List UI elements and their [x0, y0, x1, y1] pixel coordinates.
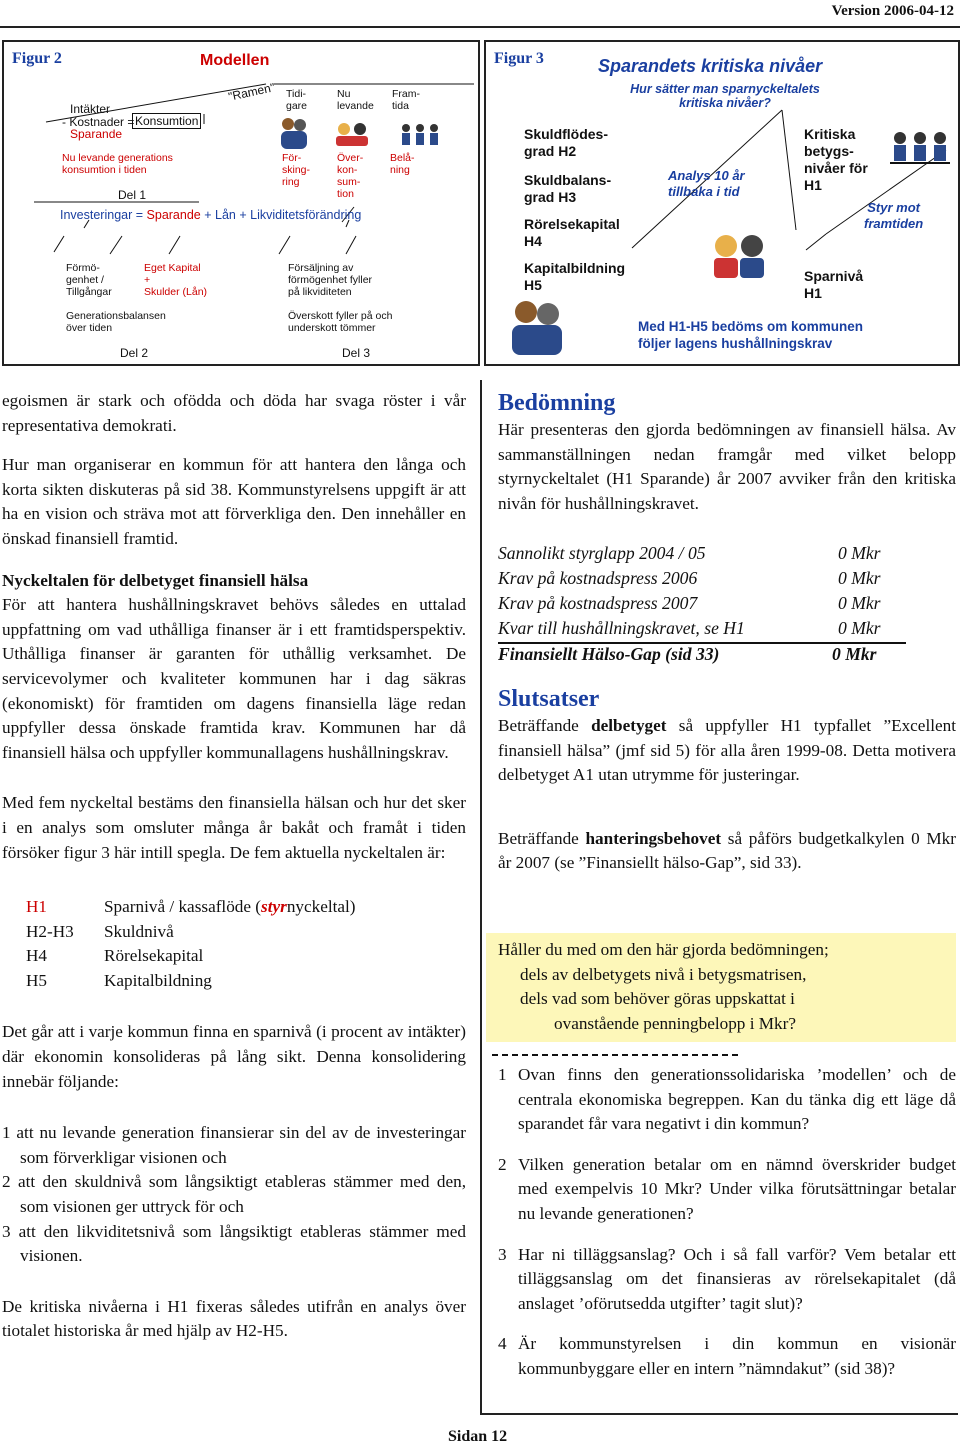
framtida: Fram- tida — [392, 88, 420, 112]
key-h5-value: Kapitalbildning — [104, 970, 212, 990]
key-h4: H4 — [26, 946, 48, 966]
key-h5: H5 — [26, 970, 48, 990]
ramen-label: "Ramen" — [227, 80, 277, 104]
h3-label: Skuldbalans- grad H3 — [524, 172, 612, 205]
key-h2-h3-value: Skuldnivå — [104, 921, 174, 941]
skulder: Skulder (Lån) — [144, 286, 208, 298]
left-paragraph-3: För att hantera hushållningskravet behövs således en uttalad uppfattning om vad uthålliga finanser är i ett framtidsperspektiv. Uthålliga finanser är garanten för uthållig verksamhet. De servicevolymer och kvaliteter kommunen har i dag säkras (ekonomiskt) för framtiden om dagens finansiella läge redan uppfyller dessa önskade framtida krav. Kommunen har då finansiell hälsa och uppfyller kommunallagens hushållningskrav. — [2, 595, 466, 762]
consolidation-item-3: 3 att den likviditetsnivå som långsiktigt etableras stämmer med visionen. — [2, 1221, 466, 1266]
kritiska-label: Kritiska betygs- nivåer för H1 — [804, 126, 868, 193]
key-row — [2, 969, 466, 994]
key-row — [2, 920, 466, 945]
forskingring: För- sking- ring — [282, 152, 311, 188]
highlight-line-2: dels av delbetygets nivå i betygsmatrisen, — [520, 964, 807, 984]
page-number: Sidan 12 — [448, 1428, 508, 1445]
key-list — [2, 895, 466, 993]
forsaljning: Försäljning av förmögenhet fyller på likviditeten — [288, 262, 373, 298]
tidigare: Tidi- gare — [286, 88, 308, 112]
table-row-1-value: 0 Mkr — [838, 543, 881, 563]
table-row-2-label: Krav på kostnadspress 2006 — [498, 568, 698, 588]
version-label: Version 2006-04-12 — [831, 3, 954, 19]
table-row-3-value: 0 Mkr — [838, 593, 881, 613]
konsumtion-i-tiden: konsumtion i tiden — [62, 164, 147, 176]
del-1: Del 1 — [118, 188, 147, 202]
bedomning-heading: Bedömning — [498, 390, 616, 416]
belaning: Belå- ning — [390, 152, 415, 176]
discussion-highlight-text — [498, 938, 948, 1036]
sparniva-label: Sparnivå H1 — [804, 268, 864, 301]
key-h2-h3: H2-H3 — [26, 921, 74, 941]
table-row-4-label: Kvar till hushållningskravet, se H1 — [498, 618, 745, 638]
eget-kapital: Eget Kapital — [144, 262, 201, 274]
left-paragraph-6: De kritiska nivåerna i H1 fixeras således utifrån en analys över tiotalet historiska år med hjälp av H2-H5. — [2, 1296, 466, 1341]
h4-label: Rörelsekapital H4 — [524, 216, 620, 249]
couple-figure — [708, 232, 770, 280]
bottom-rule — [480, 1413, 958, 1415]
styr-mot-framtiden: Styr mot framtiden — [864, 200, 924, 231]
table-row-4-value: 0 Mkr — [838, 618, 881, 638]
slutsatser-paragraph-1: Beträffande delbetyget så uppfyller H1 typfallet ”Excellent finansiell hälsa” (jmf sid 5) för alla åren 1999-08. Detta motivera delbetyget A1 utan utrymme för justeringar. — [498, 716, 956, 785]
del-2: Del 2 — [120, 346, 149, 360]
bedomning-paragraph: Här presenteras den gjorda bedömningen av finansiell hälsa. Av sammanställningen nedan framgår med vilket belopp styrnyckeltalet (H1 Sparande) år 2007 avviker från den kritiska nivån för hushållningskravet. — [498, 420, 956, 513]
nu-levande: Nu levande — [337, 88, 374, 112]
right-column — [498, 388, 956, 516]
konsumtion-box: Konsumtion — [132, 113, 201, 129]
key-row — [2, 944, 466, 969]
key-h1: H1 — [26, 897, 48, 917]
question-3: 3 Har ni tilläggsanslag? Och i så fall varför? Vem betalar ett tilläggsanslag om det finansieras av rörelsekapitalet (då anslaget ’oförutsedda utgifter’ tagit slut)? — [498, 1244, 956, 1313]
nu-levande-gen: Nu levande generations — [62, 152, 173, 164]
intakter: Intäkter — [70, 102, 111, 116]
investeringar-lan: + Lån + — [204, 208, 247, 222]
question-2: 2 Vilken generation betalar om en nämnd överskrider budget med exempelvis 10 Mkr? Under vilka förutsättningar betalar nu levande generationen? — [498, 1154, 956, 1223]
column-divider — [480, 380, 482, 1414]
h5-label: Kapitalbildning H5 — [524, 260, 626, 293]
slutsatser-block — [498, 684, 956, 876]
figure-2-title: Modellen — [200, 52, 270, 69]
sparande-red: Sparande — [70, 127, 123, 141]
left-paragraph-4: Med fem nyckeltal bestäms den finansiella hälsan och hur det sker i en analys som omsluter många år bakåt och framåt i tiden försöker figur 3 här intill spegla. De fem aktuella nyckeltalen är: — [2, 793, 466, 862]
table-row-2-value: 0 Mkr — [838, 568, 881, 588]
dashed-rule — [492, 1054, 738, 1056]
highlight-line-1: Håller du med om den här gjorda bedömningen; — [498, 940, 829, 959]
h2-label: Skuldflödes- grad H2 — [524, 126, 609, 159]
figure-3 — [484, 40, 960, 366]
consolidation-item-1: 1 att nu levande generation finansierar sin del av de investeringar som förverkligar visionen och — [2, 1123, 466, 1167]
left-paragraph-1: egoismen är stark och ofödda och döda har svaga röster i vår representativa demokrati. — [2, 391, 466, 435]
header-rule — [0, 26, 960, 28]
key-h4-value: Rörelsekapital — [104, 946, 204, 966]
question-1: 1 Ovan finns den generationssolidariska ’modellen’ och de centrala ekonomiska begreppen. Kan du tänka dig ett läge då sparandet får vara negativt i din kommun? — [498, 1065, 956, 1134]
total-label: Finansiellt Hälso-Gap (sid 33) — [498, 644, 720, 664]
analys-label: Analys 10 år tillbaka i tid — [668, 168, 745, 199]
nyckeltal-heading: Nyckeltalen för delbetyget finansiell hälsa — [2, 570, 309, 590]
plus-sign: + — [144, 274, 151, 286]
questions-list — [498, 1063, 956, 1382]
consolidation-item-2: 2 att den skuldnivå som långsiktigt etableras stämmer med den, som visionen ger uttryck för och — [2, 1172, 466, 1217]
del-3: Del 3 — [342, 346, 371, 360]
total-value: 0 Mkr — [832, 644, 877, 664]
table-row-3-label: Krav på kostnadspress 2007 — [498, 593, 698, 613]
young-couple-figure — [332, 120, 372, 148]
figure-2-label: Figur 2 — [12, 50, 62, 67]
overskott: Överskott fyller på och underskott tömmer — [288, 310, 393, 334]
children-sitting-figure — [888, 130, 952, 178]
table-row-1-label: Sannolikt styrglapp 2004 / 05 — [498, 543, 706, 563]
question-4: 4 Är kommunstyrelsen i din kommun en visionär kommunbyggare eller en intern ”nämndakut” (sid 38)? — [498, 1334, 956, 1378]
figure-2 — [2, 40, 480, 366]
likviditetsforandring: Likviditetsförändring — [250, 208, 362, 222]
highlight-line-4: ovanstående penningbelopp i Mkr? — [554, 1013, 796, 1033]
generationsbalansen: Generationsbalansen över tiden — [66, 310, 166, 334]
investeringar: Investeringar = — [60, 208, 144, 222]
overkonsumtion: Över- kon- sum- tion — [337, 152, 364, 200]
formogenhet: Förmö- genhet / Tillgångar — [66, 262, 112, 298]
left-paragraph-5: Det går att i varje kommun finna en sparnivå (i procent av intäkter) där ekonomin konsolideras på lång sikt. Denna konsolidering innebär följande: — [2, 1022, 466, 1091]
highlight-line-3: dels vad som behöver göras uppskattat i — [520, 989, 795, 1009]
children-figure — [398, 122, 442, 148]
elderly-couple-figure — [506, 298, 568, 358]
figure-3-title: Sparandets kritiska nivåer — [598, 56, 823, 76]
figure-3-subtitle: Hur sätter man sparnyckeltalets kritiska nivåer? — [630, 82, 820, 110]
slutsatser-heading: Slutsatser — [498, 686, 600, 712]
couple-elderly-figure — [276, 116, 312, 152]
figure-3-label: Figur 3 — [494, 50, 544, 67]
investeringar-row — [60, 208, 361, 222]
key-row — [2, 895, 466, 920]
key-h1-value: Sparnivå / kassaflöde (styrnyckeltal) — [104, 897, 356, 917]
kostnader: - Kostnader = — [62, 115, 135, 129]
slutsatser-paragraph-2: Beträffande hanteringsbehovet så påförs budgetkalkylen 0 Mkr år 2007 (se ”Finansiellt hälso-Gap”, sid 33). — [498, 828, 956, 873]
left-paragraph-2: Hur man organiserar en kommun för att hantera den långa och korta sikten diskuteras på sid 38. Kommunstyrelsens uppgift är att ha en vision och sträva mot att förverkliga den. Den innehåller en önskad finansiell framtid. — [2, 455, 466, 548]
left-column — [2, 389, 466, 1344]
investeringar-sparande: Sparande — [146, 208, 201, 222]
figure-3-bottom-text: Med H1-H5 bedöms om kommunen följer lagens hushållningskrav — [638, 319, 864, 351]
consolidation-list — [2, 1121, 466, 1269]
